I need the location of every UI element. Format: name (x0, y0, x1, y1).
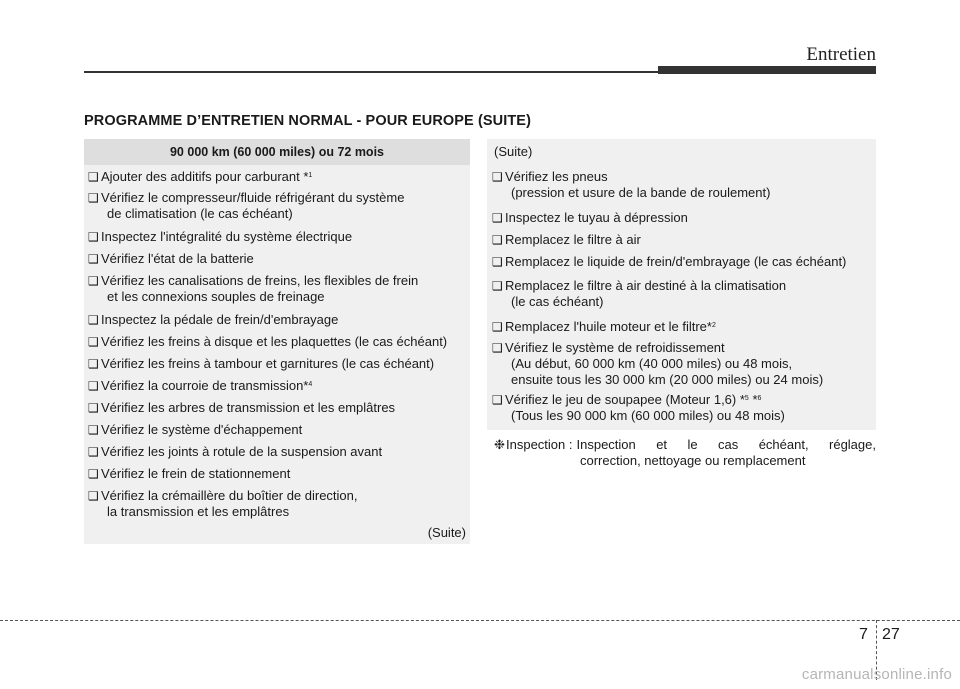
checkbox-bullet-icon: ❑ (492, 170, 503, 184)
checkbox-bullet-icon: ❑ (88, 423, 99, 437)
list-item: ❑ Inspectez la pédale de frein/d'embrayage (88, 312, 339, 327)
list-item: ❑ Vérifiez le système d'échappement (88, 422, 303, 437)
page-header-title: Entretien (806, 44, 876, 65)
header-rule-thick (658, 66, 876, 74)
checkbox-bullet-icon: ❑ (88, 379, 99, 393)
checkbox-bullet-icon: ❑ (88, 274, 99, 288)
checkbox-bullet-icon: ❑ (492, 320, 503, 334)
chapter-number: 7 (859, 626, 868, 643)
right-panel (487, 139, 876, 430)
section-title: PROGRAMME D’ENTRETIEN NORMAL - POUR EUROPE (SUITE) (84, 113, 531, 129)
footer-rule (0, 620, 960, 621)
list-item: ❑ Ajouter des additifs pour carburant *$^1$ (88, 169, 313, 184)
note-label: Inspection : (506, 437, 573, 452)
checkbox-bullet-icon: ❑ (492, 393, 503, 407)
checkbox-bullet-icon: ❑ (492, 341, 503, 355)
continued-label: (Suite) (427, 525, 466, 540)
note-text: Inspection et le cas échéant, réglage, (576, 437, 876, 452)
list-item: ❑ Remplacez le liquide de frein/d'embrayage (le cas échéant) (492, 254, 847, 269)
checkbox-bullet-icon: ❑ (88, 230, 99, 244)
list-item: ❑ Vérifiez les arbres de transmission et les emplâtres (88, 400, 396, 415)
list-item: ❑ Inspectez l'intégralité du système électrique (88, 229, 353, 244)
watermark: carmanualsonline.info (801, 666, 952, 683)
list-item: ❑ Remplacez le filtre à air (492, 232, 641, 247)
checkbox-bullet-icon: ❑ (88, 401, 99, 415)
checkbox-bullet-icon: ❑ (88, 313, 99, 327)
list-item: ❑ Vérifiez la courroie de transmission*$^4$ (88, 378, 313, 393)
checkbox-bullet-icon: ❑ (88, 445, 99, 459)
list-item: ❑ Inspectez le tuyau à dépression (492, 210, 688, 225)
list-item: ❑ Vérifiez le système de refroidissement (Au début, 60 000 km (40 000 miles) ou 48 mois, ensuite tous les 30 000 km (20 000 miles) ou 24 mois) (492, 340, 824, 387)
list-item: ❑ Vérifiez les canalisations de freins, les flexibles de frein et les connexions souples de freinage (88, 273, 419, 304)
left-panel (84, 139, 470, 544)
list-item: ❑ Vérifiez les freins à disque et les plaquettes (le cas échéant) (88, 334, 448, 349)
asterism-icon: ❉ (494, 437, 505, 452)
checkbox-bullet-icon: ❑ (88, 357, 99, 371)
inspection-note (494, 437, 876, 469)
checkbox-bullet-icon: ❑ (88, 467, 99, 481)
checkbox-bullet-icon: ❑ (492, 211, 503, 225)
checkbox-bullet-icon: ❑ (88, 191, 99, 205)
checkbox-bullet-icon: ❑ (88, 170, 99, 184)
list-item: ❑ Vérifiez le frein de stationnement (88, 466, 291, 481)
header-rule-thin (84, 71, 658, 73)
left-panel-header: 90 000 km (60 000 miles) ou 72 mois (84, 139, 470, 165)
checkbox-bullet-icon: ❑ (88, 489, 99, 503)
checkbox-bullet-icon: ❑ (88, 335, 99, 349)
list-item: ❑ Vérifiez les pneus (pression et usure de la bande de roulement) (492, 169, 771, 200)
list-item: ❑ Vérifiez la crémaillère du boîtier de direction, la transmission et les emplâtres (88, 488, 358, 519)
continued-label: (Suite) (494, 144, 533, 159)
page-number: 27 (882, 626, 900, 643)
checkbox-bullet-icon: ❑ (88, 252, 99, 266)
list-item: ❑ Remplacez l'huile moteur et le filtre*$^2$ (492, 319, 716, 334)
note-text-continued: correction, nettoyage ou remplacement (580, 453, 806, 468)
list-item: ❑ Vérifiez les freins à tambour et garnitures (le cas échéant) (88, 356, 435, 371)
checkbox-bullet-icon: ❑ (492, 279, 503, 293)
list-item: ❑ Vérifiez l'état de la batterie (88, 251, 254, 266)
list-item: ❑ Vérifiez le jeu de soupapee (Moteur 1,6) *$^5$ *$^6$ (Tous les 90 000 km (60 000 miles) ou 48 mois) (492, 392, 785, 423)
list-item: ❑ Remplacez le filtre à air destiné à la climatisation (le cas échéant) (492, 278, 787, 309)
list-item: ❑ Vérifiez le compresseur/fluide réfrigérant du système de climatisation (le cas échéant) (88, 190, 405, 221)
list-item: ❑ Vérifiez les joints à rotule de la suspension avant (88, 444, 383, 459)
checkbox-bullet-icon: ❑ (492, 255, 503, 269)
checkbox-bullet-icon: ❑ (492, 233, 503, 247)
